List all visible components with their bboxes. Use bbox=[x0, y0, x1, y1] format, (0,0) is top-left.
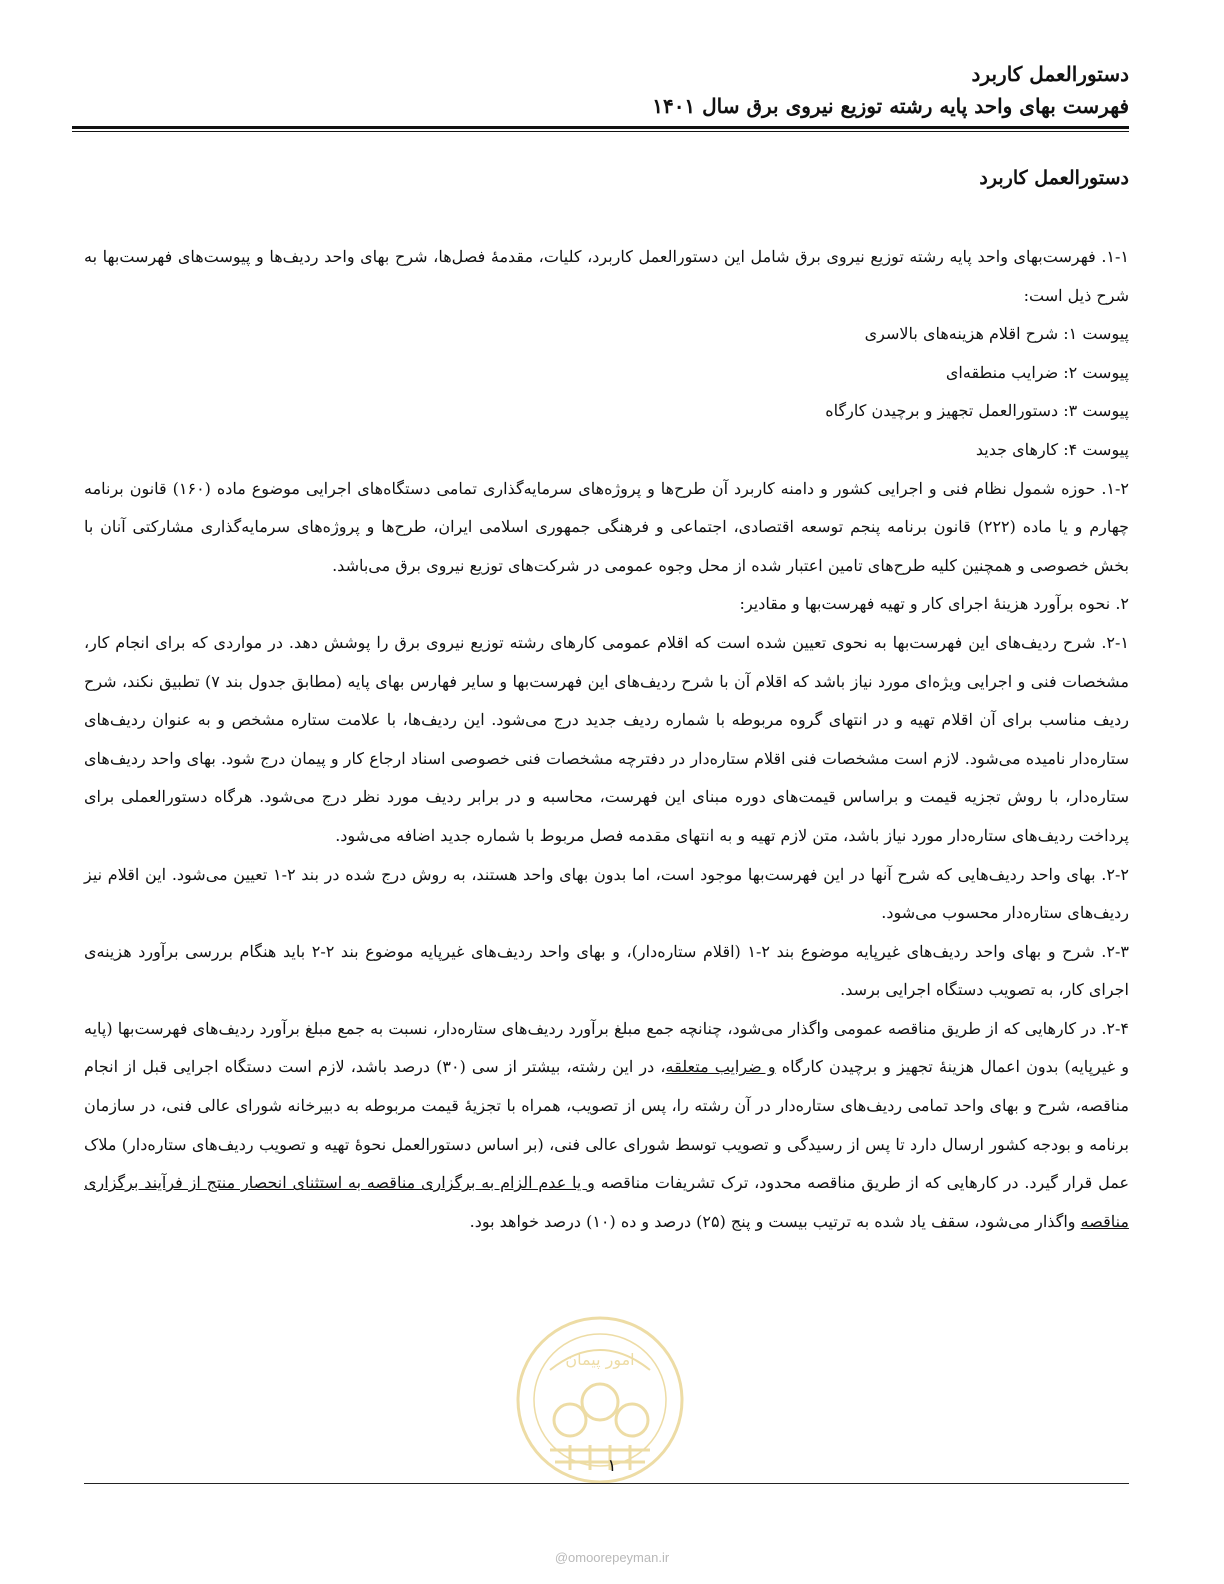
paragraph-2-4-part1: ۲-۴. در کارهایی که از طریق مناقصه عمومی واگذار می‌شود، چنانچه جمع مبلغ برآورد ردیف‌های ستاره‌دار، نسبت به جمع مبلغ برآورد ردیف‌های فهرست‌بها (پایه و غیرپایه) بدون اعمال هزینهٔ تجهیز و برچیدن کارگاه bbox=[84, 1018, 1130, 1077]
appendix-1: پیوست ۱: شرح اقلام هزینه‌های بالاسری bbox=[864, 324, 1129, 344]
footer-divider bbox=[84, 1483, 1129, 1484]
paragraph-2-4 bbox=[84, 1010, 1129, 1242]
appendix-4: پیوست ۴: کارهای جدید bbox=[975, 439, 1129, 459]
site-watermark: @omoorepeyman.ir bbox=[554, 1550, 670, 1565]
document-body bbox=[84, 238, 1129, 1241]
appendix-3: پیوست ۳: دستورالعمل تجهیز و برچیدن کارگاه bbox=[825, 401, 1129, 421]
paragraph-2-4-underlined-1: و ضرایب متعلقه bbox=[665, 1057, 776, 1077]
header-subtitle: فهرست بهای واحد پایه رشته توزیع نیروی برق سال ۱۴۰۱ bbox=[652, 94, 1129, 118]
section-title: دستورالعمل کاربرد bbox=[979, 167, 1129, 189]
page-header bbox=[72, 58, 1129, 122]
paragraph-2-4-part3: واگذار می‌شود، سقف یاد شده به ترتیب بیست و پنج (۲۵) درصد و ده (۱۰) درصد خواهد بود. bbox=[469, 1211, 1081, 1231]
watermark-text: امور پیمان bbox=[565, 1350, 635, 1369]
header-divider bbox=[72, 126, 1129, 132]
paragraph-2-4-underlined-2: و یا عدم الزام به برگزاری مناقصه به استثنای انحصار منتج از فرآیند برگزاری مناقصه bbox=[84, 1173, 1129, 1231]
paragraph-2-2: ۲-۲. بهای واحد ردیف‌هایی که شرح آنها در این فهرست‌بها موجود است، اما بدون بهای واحد هستند، به روش درج شده در بند ۲-۱ تعیین می‌شود. این اقلام نیز ردیف‌های ستاره‌دار محسوب می‌شود. bbox=[84, 864, 1129, 923]
section-2-heading: ۲. نحوه برآورد هزینهٔ اجرای کار و تهیه فهرست‌بها و مقادیر: bbox=[739, 594, 1129, 614]
paragraph-2-1: ۲-۱. شرح ردیف‌های این فهرست‌بها به نحوی تعیین شده است که اقلام عمومی کارهای رشته توزیع نیروی برق را پوشش دهد. در مواردی که برای انجام کار، مشخصات فنی و اجرایی ویژه‌ای مورد نیاز باشد که اقلام آن با شرح ردیف‌های این فهرست‌بها و سایر فهارس بهای پایه (مطابق جدول بند ۷) تطبیق نکند، شرح ردیف مناسب برای آن اقلام تهیه و در انتهای گروه مربوطه با شماره ردیف جدید درج می‌شود. این ردیف‌ها، با علامت ستاره مشخص و به عنوان ردیف‌های ستاره‌دار نامیده می‌شود. لازم است مشخصات فنی اقلام ستاره‌دار در دفترچه مشخصات فنی خصوصی اسناد ارجاع کار و پیمان درج شود. بهای واحد ردیف‌های ستاره‌دار، با روش تجزیه قیمت و براساس قیمت‌های دوره مبنای این فهرست، محاسبه و در برابر ردیف مورد نظر درج می‌شود. هرگاه دستورالعملی برای پرداخت ردیف‌های ستاره‌دار مورد نیاز باشد، متن لازم تهیه و به انتهای مقدمه فصل مربوط با شماره جدید اضافه می‌شود. bbox=[84, 632, 1129, 845]
paragraph-1-2: ۱-۲. حوزه شمول نظام فنی و اجرایی کشور و دامنه کاربرد آن طرح‌ها و پروژه‌های سرمایه‌گذاری تمامی دستگاه‌های اجرایی موضوع ماده (۱۶۰) قانون برنامه چهارم و یا ماده (۲۲۲) قانون برنامه پنجم توسعه اقتصادی، اجتماعی و فرهنگی جمهوری اسلامی ایران، طرح‌ها و پروژه‌های سرمایه‌گذاری مشارکتی آنان با بخش خصوصی و همچنین کلیه طرح‌های تامین اعتبار شده از محل وجوه عمومی در شرکت‌های توزیع نیروی برق می‌باشد. bbox=[84, 478, 1129, 575]
paragraph-1-1: ۱-۱. فهرست‌بهای واحد پایه رشته توزیع نیروی برق شامل این دستورالعمل کاربرد، کلیات، مقدمهٔ فصل‌ها، شرح بهای واحد ردیف‌ها و پیوست‌های فهرست‌بها به شرح ذیل است: bbox=[84, 247, 1129, 305]
appendix-2: پیوست ۲: ضرایب منطقه‌ای bbox=[945, 362, 1129, 382]
header-title: دستورالعمل کاربرد bbox=[971, 62, 1129, 86]
page-number: ۱ bbox=[607, 1456, 617, 1476]
paragraph-2-3: ۲-۳. شرح و بهای واحد ردیف‌های غیرپایه موضوع بند ۲-۱ (اقلام ستاره‌دار)، و بهای واحد ردیف‌های غیرپایه موضوع بند ۲-۲ باید هنگام بررسی برآورد هزینه‌ی اجرای کار، به تصویب دستگاه اجرایی برسد. bbox=[84, 941, 1129, 1000]
paragraph-2-4-part2: ، در این رشته، بیشتر از سی (۳۰) درصد باشد، لازم است دستگاه اجرایی قبل از انجام مناقصه، شرح و بهای واحد تمامی ردیف‌های ستاره‌دار در آن رشته را، پس از تصویب، همراه با تجزیهٔ قیمت مربوطه به دبیرخانه شورای عالی فنی، در سازمان برنامه و بودجه کشور ارسال دارد تا پس از رسیدگی و تصویب توسط شورای عالی فنی، (بر اساس دستورالعمل نحوهٔ تهیه و تصویب ردیف‌های ستاره‌دار) ملاک عمل قرار گیرد. در کارهایی که از طریق مناقصه محدود، ترک تشریفات مناقصه bbox=[84, 1057, 1130, 1193]
